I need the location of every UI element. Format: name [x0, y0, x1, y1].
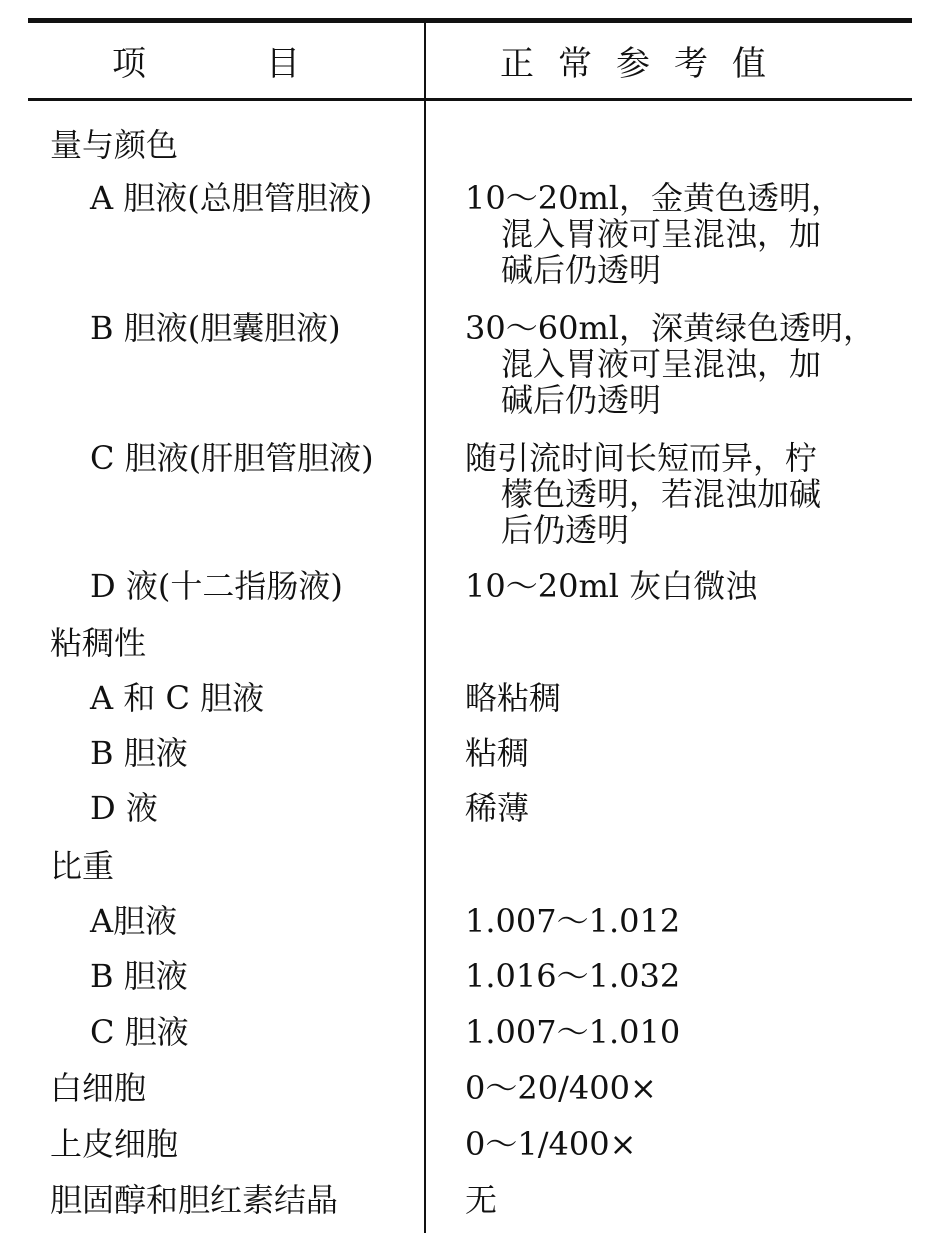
row-item-specific-gravity: 比重	[50, 847, 115, 885]
table-header-rule	[28, 98, 912, 101]
column-divider	[424, 20, 426, 1233]
row-value-epithelial-cells: 0～1/400×	[465, 1125, 637, 1163]
row-item-leukocytes: 白细胞	[50, 1069, 147, 1107]
row-item-sg-b: B 胆液	[90, 957, 188, 995]
row-item-viscosity: 粘稠性	[50, 624, 147, 662]
value-line: 檬色透明，若混浊加碱	[501, 475, 822, 513]
header-item-char-1: 项	[112, 44, 146, 84]
header-item	[112, 42, 300, 86]
row-value-leukocytes: 0～20/400×	[465, 1069, 657, 1107]
row-item-epithelial-cells: 上皮细胞	[50, 1125, 179, 1163]
row-item-crystals: 胆固醇和胆红素结晶	[50, 1181, 339, 1219]
row-item-viscosity-d: D 液	[90, 789, 158, 827]
row-item-viscosity-b: B 胆液	[90, 734, 188, 772]
row-value-sg-b: 1.016～1.032	[465, 957, 681, 995]
row-item-viscosity-ac: A 和 C 胆液	[90, 679, 265, 717]
row-item-sg-c: C 胆液	[90, 1013, 189, 1051]
header-reference-value: 正常参考值	[500, 44, 790, 84]
header-item-char-2: 目	[266, 44, 300, 84]
row-value-sg-a: 1.007～1.012	[465, 902, 681, 940]
row-value-crystals: 无	[465, 1181, 498, 1219]
row-value-bile-b	[465, 310, 875, 418]
row-item-fluid-d: D 液(十二指肠液)	[90, 567, 343, 605]
row-value-viscosity-ac: 略粘稠	[465, 679, 562, 717]
row-item-bile-b: B 胆液(胆囊胆液)	[90, 309, 341, 347]
row-value-viscosity-d: 稀薄	[465, 789, 530, 827]
row-value-viscosity-b: 粘稠	[465, 734, 530, 772]
value-line: 碱后仍透明	[501, 251, 662, 289]
row-value-fluid-d: 10～20ml 灰白微浊	[465, 567, 758, 605]
value-line: 随引流时间长短而异，柠	[465, 439, 818, 477]
row-item-bile-a: A 胆液(总胆管胆液)	[90, 179, 373, 217]
value-line: 碱后仍透明	[501, 381, 662, 419]
row-value-bile-a	[465, 180, 843, 288]
value-line: 10～20ml，金黄色透明，	[465, 179, 844, 217]
value-line: 混入胃液可呈混浊，加	[501, 215, 822, 253]
value-line: 混入胃液可呈混浊，加	[501, 345, 822, 383]
value-line: 30～60ml，深黄绿色透明，	[465, 309, 876, 347]
value-line: 后仍透明	[501, 511, 630, 549]
row-value-bile-c	[465, 440, 821, 548]
row-item-amount-color: 量与颜色	[50, 126, 179, 164]
row-item-sg-a: A胆液	[90, 902, 178, 940]
row-value-sg-c: 1.007～1.010	[465, 1013, 681, 1051]
table-top-rule	[28, 18, 912, 23]
row-item-bile-c: C 胆液(肝胆管胆液)	[90, 439, 374, 477]
